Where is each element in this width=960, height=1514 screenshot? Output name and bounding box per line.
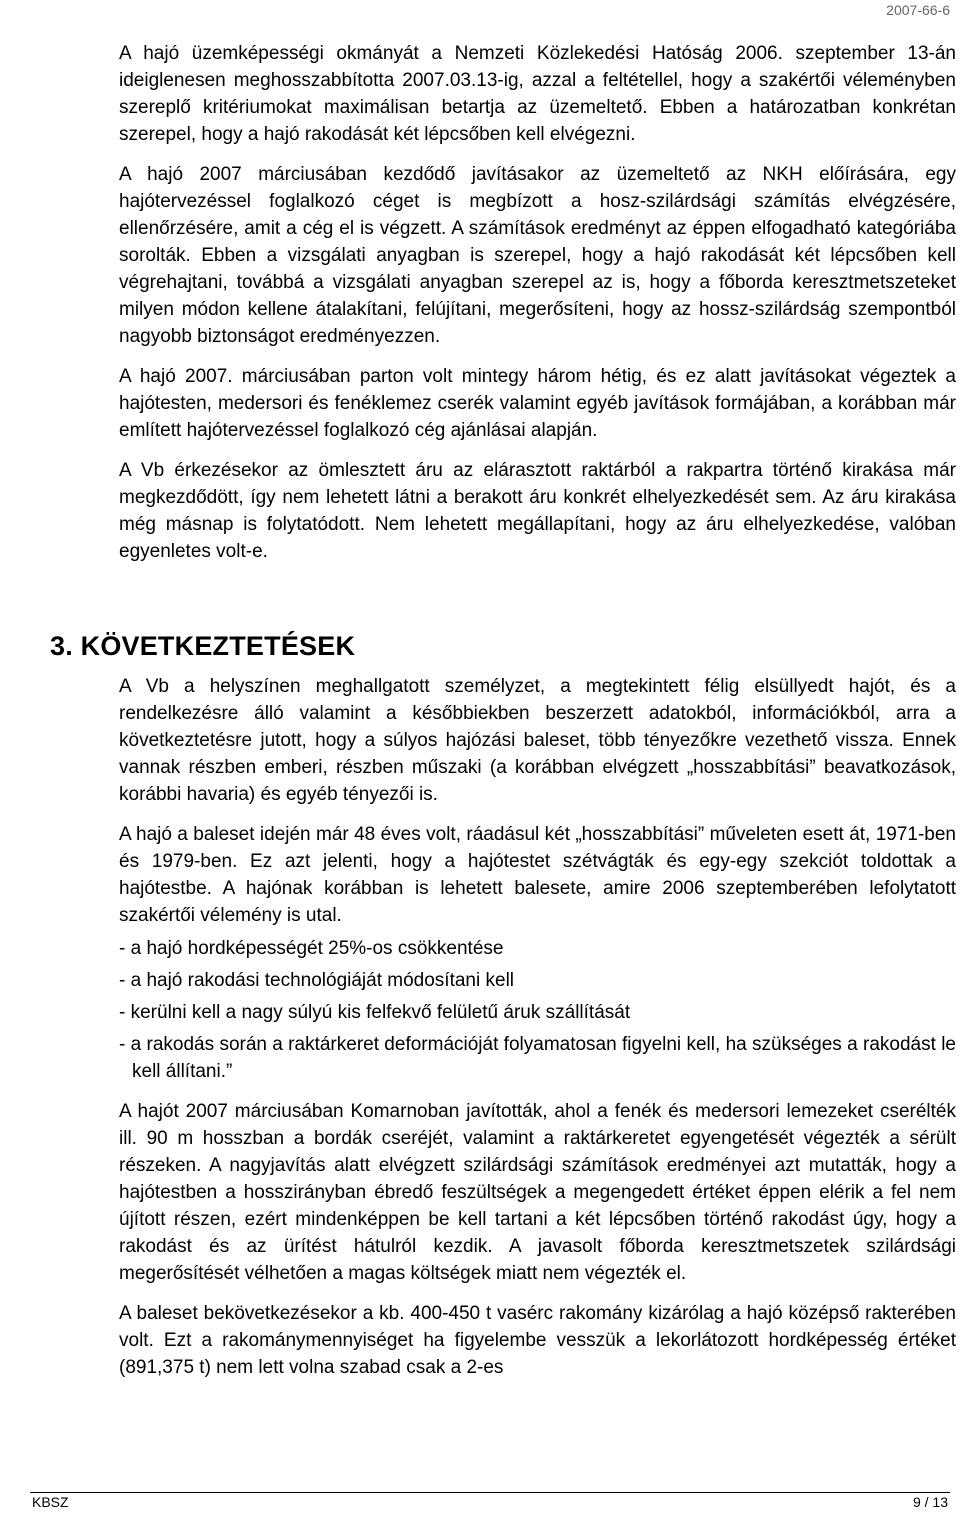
footer-organization: KBSZ (32, 1494, 69, 1510)
paragraph-strength-calculation: A hajó 2007 márciusában kezdődő javításakor az üzemeltető az NKH előírására, egy hajótervezéssel foglalkozó céget is megbízott a hosz-szilárdsági számítás elvégzésére, ellenőrzésére, amit a cég el is végzett. A számítások eredményt az éppen elfogadható kategóriába sorolták. Ebben a vizsgálati anyagban is szerepel, hogy a hajó rakodását két lépcsőben kell végrehajtani, továbbá a vizsgálati anyagban szerepel az is, hogy a főborda keresztmetszeteket milyen módon kellene átalakítani, felújítani, megerősíteni, hogy az hossz-szilárdság szempontból nagyobb biztonságot eredményezzen. (119, 164, 956, 347)
paragraph-ship-age: A hajó a baleset idején már 48 éves volt, ráadásul két „hosszabbítási” műveleten esett át, 1971-ben és 1979-ben. Ez azt jelenti, hogy a hajótestet szétvágták és egy-egy szekciót toldottak a hajótestbe. A hajónak korábban is lehetett balesete, amire 2006 szeptemberében lefolytatott szakértői vélemény is utal. (119, 824, 956, 926)
list-item: - a hajó hordképességét 25%-os csökkentése (119, 938, 504, 959)
paragraph-komarno-repair: A hajót 2007 márciusában Komarnoban javították, ahol a fenék és medersori lemezeket cserélték ill. 90 m hosszban a bordák cseréjét, valamint a raktárkeretet egyengetését végezték a sérült részeken. A nagyjavítás alatt elvégzett szilárdsági számítások eredményei azt mutatták, hogy a hajótestben a hosszirányban ébredő feszültségek a megengedett értéket éppen elérik a fel nem újított részen, ezért mindenképpen be kell tartani a két lépcsőben történő rakodást úgy, hogy a rakodást és az ürítést hátulról kezdik. A javasolt főborda keresztmetszetek szilárdsági megerősítését vélhetően a magas költségek miatt nem végezték el. (119, 1101, 956, 1284)
paragraph-cargo-load: A baleset bekövetkezésekor a kb. 400-450 t vasérc rakomány kizárólag a hajó középső rakterében volt. Ezt a rakománymennyiséget ha figyelembe vesszük a lekorlátozott hordképesség értéket (891,375 t) nem lett volna szabad csak a 2-es (119, 1303, 956, 1378)
footer-divider (30, 1492, 950, 1493)
paragraph-conclusion-factors: A Vb a helyszínen meghallgatott személyzet, a megtekintett félig elsüllyedt hajót, és a rendelkezésre álló valamint a későbbiekben beszerzett adatokból, információkból, arra a következtetésre jutott, hogy a súlyos hajózási baleset, több tényezőkre vezethető vissza. Ennek vannak részben emberi, részben műszaki (a korábban elvégzett „hosszabbítási” beavatkozások, korábbi havaria) és egyéb tényezői is. (119, 676, 956, 805)
page-number: 9 / 13 (912, 1494, 948, 1510)
list-item: - kerülni kell a nagy súlyú kis felfekvő felületű áruk szállítását (119, 1002, 631, 1023)
paragraph-cargo-unloading: A Vb érkezésekor az ömlesztett áru az elárasztott raktárból a rakpartra történő kirakása már megkezdődött, így nem lehetett látni a berakott áru konkrét elhelyezkedését sem. Az áru kirakása még másnap is folytatódott. Nem lehetett megállapítani, hogy az áru elhelyezkedése, valóban egyenletes volt-e. (119, 460, 956, 562)
document-reference-number: 2007-66-6 (886, 2, 950, 18)
paragraph-permit-extension: A hajó üzemképességi okmányát a Nemzeti Közlekedési Hatóság 2006. szeptember 13-án ideiglenesen meghosszabbította 2007.03.13-ig, azzal a feltétellel, hogy a szakértői véleményben szereplő kritériumokat maximálisan betartja az üzemeltető. Ebben a határozatban konkrétan szerepel, hogy a hajó rakodását két lépcsőben kell elvégezni. (119, 43, 956, 145)
list-item: - a rakodás során a raktárkeret deformációját folyamatosan figyelni kell, ha szükséges a rakodást le kell állítani.” (119, 1034, 956, 1082)
section-heading-conclusions: 3. KÖVETKEZTETÉSEK (50, 631, 356, 661)
paragraph-shore-repairs: A hajó 2007. márciusában parton volt mintegy három hétig, és ez alatt javításokat végeztek a hajótesten, medersori és fenéklemez cserék valamint egyéb javítások formájában, a korábban már említett hajótervezéssel foglalkozó cég ajánlásai alapján. (119, 366, 956, 441)
list-item: - a hajó rakodási technológiáját módosítani kell (119, 970, 515, 991)
page-content (50, 40, 956, 1381)
expert-recommendations-list (119, 935, 956, 1085)
